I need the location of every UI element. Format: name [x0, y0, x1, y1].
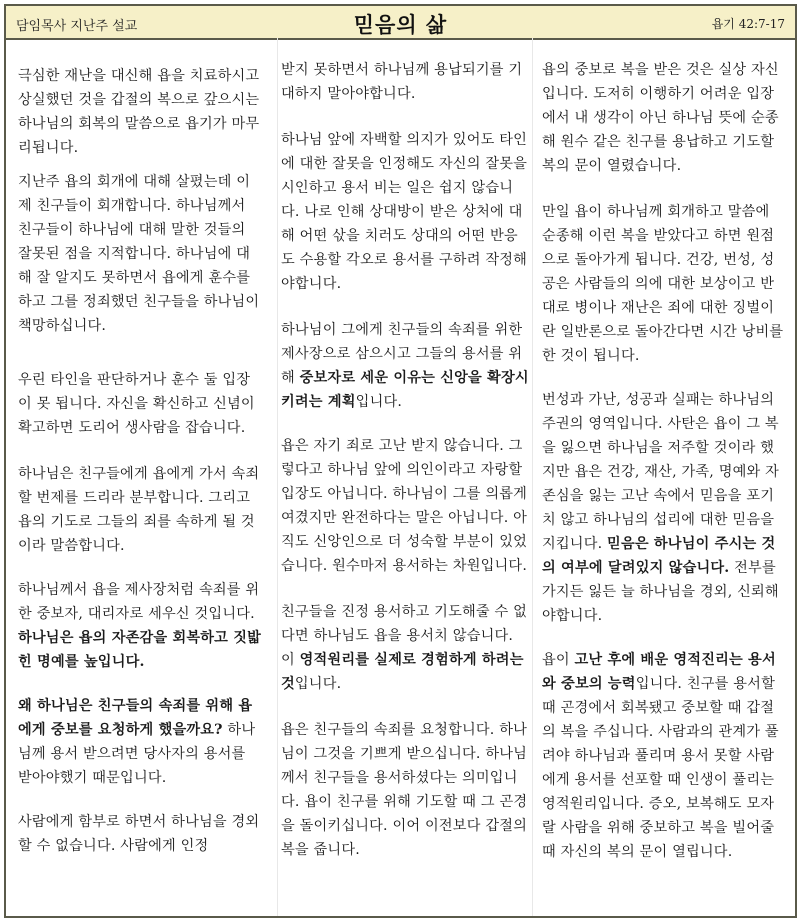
- emphasis-text: 하나님은 욥의 자존감을 회복하고 짓밟힌 명예를 높입니다.: [18, 630, 262, 670]
- page-title: 믿음의 삶: [353, 12, 448, 37]
- paragraph: 욥은 친구들의 속죄를 요청합니다. 하나님이 그것을 기쁘게 받으십니다. 하나님께서 친구들을 용서하셨다는 의미입니다. 욥이 친구를 위해 기도할 때 그 곤경을 돌이키십니다. 이어 이전보다 갑절의 복을 줍니다.: [281, 722, 528, 858]
- paragraph-text: 하나님께 용서 받으려면 당사자의 용서를 받아야했기 때문입니다.: [18, 722, 256, 786]
- emphasis-text: 영적원리를 실제로 경험하게 하려는 것: [281, 652, 524, 692]
- paragraph: 우린 타인을 판단하거나 훈수 둘 입장이 못 됩니다. 자신을 확신하고 신념이 확고하면 도리어 생사람을 잡습니다.: [18, 372, 255, 436]
- column-1: [18, 38, 263, 916]
- paragraph: [18, 694, 263, 790]
- paragraph: [18, 578, 263, 674]
- paragraph: 극심한 재난을 대신해 욥을 치료하시고 상실했던 것을 갑절의 복으로 갚으시는 하나님의 회복의 말씀으로 욥기가 마무리됩니다.: [18, 68, 260, 156]
- paragraph-text: 전부를 가지든 잃든 늘 하나님을 경외, 신뢰해야합니다.: [542, 560, 779, 624]
- sermon-page: [4, 4, 797, 918]
- paragraph-text: 번성과 가난, 성공과 실패는 하나님의 주권의 영역입니다. 사탄은 욥이 그 복을 잃으면 하나님을 저주할 것이라 했지만 욥은 건강, 재산, 가족, 명예와 자존심을 잃는 고난 속에서 믿음을 포기치 않고 하나님의 섭리에 대한 믿음을 지킵니다.: [542, 392, 780, 552]
- emphasis-text: 믿음은 하나님이 주시는 것의 여부에 달려있지 않습니다.: [542, 536, 776, 576]
- paragraph: 하나님 앞에 자백할 의지가 있어도 타인에 대한 잘못을 인정해도 자신의 잘못을 시인하고 용서 비는 일은 쉽지 않습니다. 나로 인해 상대방이 받은 상처에 대해 어떤 삯을 치러도 상대의 어떤 반응도 수용할 각오로 용서를 구하려 작정해야합니다.: [281, 132, 528, 292]
- header-bar: [6, 6, 795, 40]
- paragraph: [542, 648, 788, 864]
- paragraph-text: 입니다.: [355, 394, 403, 410]
- emphasis-text: 중보자로 세운 이유는 신앙을 확장시키려는 계획: [281, 370, 529, 410]
- paragraph-text: 하나님께서 욥을 제사장처럼 속죄를 위한 중보자, 대리자로 세우신 것입니다.: [18, 582, 260, 622]
- paragraph-text: 친구들을 진정 용서하고 기도해줄 수 없다면 하나님도 욥을 용서치 않습니다. 이: [281, 604, 528, 668]
- paragraph: [281, 600, 529, 696]
- paragraph: 지난주 욥의 회개에 대해 살폈는데 이제 친구들이 회개합니다. 하나님께서 친구들이 하나님에 대해 말한 것들의 잘못된 점을 지적합니다. 하나님에 대해 잘 알지도 못하면서 욥에게 훈수를 하고 그를 정죄했던 친구들을 하나님이 책망하십니다.: [18, 174, 260, 334]
- paragraph-text: 하나님이 그에게 친구들의 속죄를 위한 제사장으로 삼으시고 그들의 용서를 위해: [281, 322, 523, 386]
- emphasis-text: 왜 하나님은 친구들의 속죄를 위해 욥에게 중보를 요청하게 했을까요?: [18, 698, 253, 738]
- paragraph: 욥의 중보로 복을 받은 것은 실상 자신입니다. 도저히 이행하기 어려운 입장에서 내 생각이 아닌 하나님 뜻에 순종해 원수 같은 친구를 용납하고 기도할 복의 문이 열렸습니다.: [542, 62, 779, 174]
- column-2: [277, 38, 533, 916]
- paragraph-text: 욥이: [542, 652, 575, 668]
- paragraph: 욥은 자기 죄로 고난 받지 않습니다. 그렇다고 하나님 앞에 의인이라고 자랑할 입장도 아닙니다. 하나님이 그를 의롭게 여겼지만 완전하다는 말은 아닙니다. 아직도 신앙인으로 더 성숙할 부분이 있었습니다. 원수마저 용서하는 차원입니다.: [281, 438, 528, 574]
- paragraph: 사람에게 함부로 하면서 하나님을 경외할 수 없습니다. 사람에게 인정: [18, 814, 260, 854]
- paragraph: 하나님은 친구들에게 욥에게 가서 속죄할 번제를 드리라 분부합니다. 그리고 욥의 기도로 그들의 죄를 속하게 될 것이라 말씀합니다.: [18, 466, 260, 554]
- paragraph: [281, 318, 529, 414]
- paragraph: 받지 못하면서 하나님께 용납되기를 기대하지 말아야합니다.: [281, 62, 523, 102]
- paragraph: [542, 388, 788, 628]
- section-label: 담임목사 지난주 설교: [16, 19, 138, 34]
- emphasis-text: 고난 후에 배운 영적진리는 용서와 중보의 능력: [542, 652, 776, 692]
- paragraph: 만일 욥이 하나님께 회개하고 말씀에 순종해 이런 복을 받았다고 하면 원점으로 돌아가게 됩니다. 건강, 번성, 성공은 사람들의 의에 대한 보상이고 반대로 병이나 재난은 죄에 대한 징벌이란 일반론으로 돌아간다면 시간 낭비를 한 것이 됩니다.: [542, 204, 784, 364]
- scripture-reference: 욥기 42:7-17: [711, 17, 785, 31]
- paragraph-text: 입니다.: [294, 676, 342, 692]
- paragraph-text: 입니다. 친구를 용서할 때 곤경에서 회복됐고 중보할 때 갑절의 복을 주십니다. 사람과의 관계가 풀려야 하나님과 풀리며 용서 못할 사람에게 용서를 선포할 때 인생이 풀리는 영적원리입니다. 증오, 보복해도 모자랄 사람을 위해 중보하고 복을 빌어줄 때 자신의 복의 문이 열립니다.: [542, 676, 779, 860]
- column-3: [542, 38, 788, 916]
